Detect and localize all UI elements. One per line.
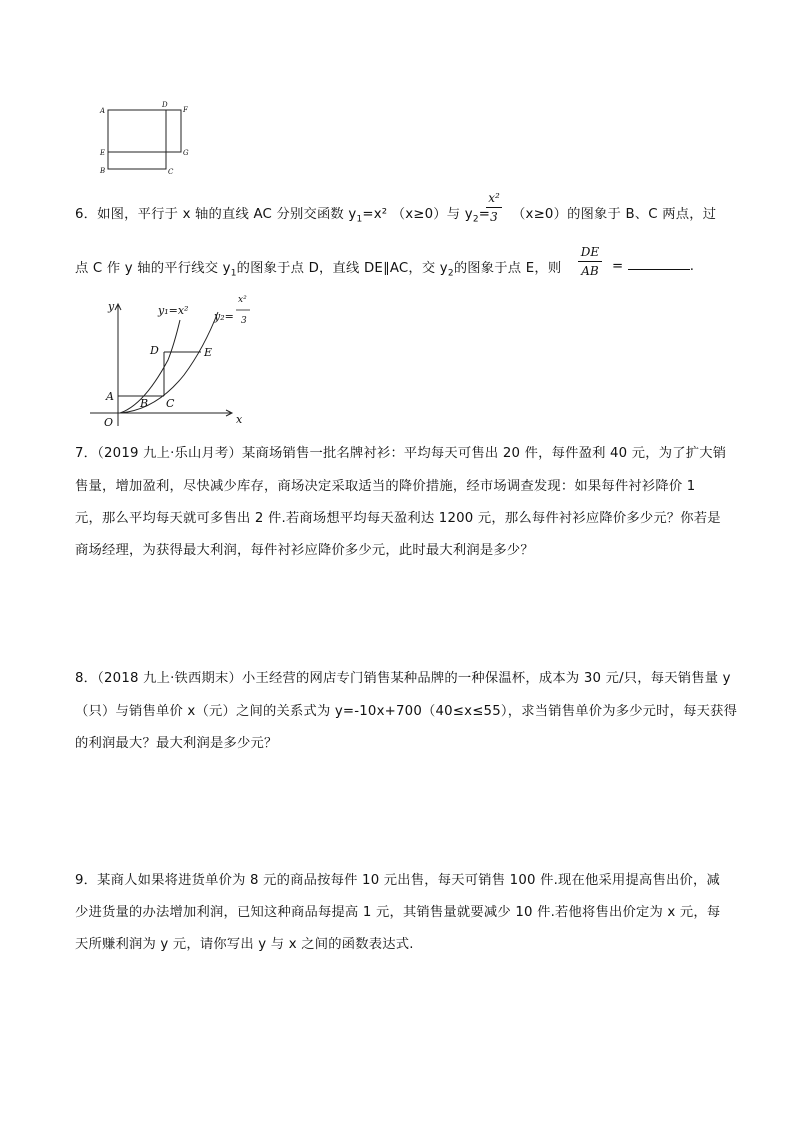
q9-line-1: 9．某商人如果将进货单价为 8 元的商品按每件 10 元出售，每天可销售 100 件.现在他采用提高售出价，减 xyxy=(75,873,720,888)
point-label-b: B xyxy=(140,397,149,410)
point-label-f: F xyxy=(183,106,188,114)
y-axis-label: y xyxy=(108,300,115,313)
q8-line-1: 8．（2018 九上·铁西期末）小王经营的网店专门销售某种品牌的一种保温杯，成本为 30 元/只，每天销售量 y xyxy=(75,671,731,686)
q8-line-3: 的利润最大？最大利润是多少元？ xyxy=(75,736,278,751)
point-label-a: A xyxy=(100,107,106,115)
rect-abcd xyxy=(108,110,166,169)
curve-y2-frac-num: x² xyxy=(238,295,247,305)
q8-line-2: （只）与销售单价 x（元）之间的关系式为 y=-10x+700（40≤x≤55），求当销售单价为多少元时，每天获得 xyxy=(75,704,738,719)
point-label-b: B xyxy=(100,167,106,175)
point-label-e: E xyxy=(204,346,213,359)
curve-y2-frac-den: 3 xyxy=(241,316,247,326)
q6-fraction-x2-over-3: x² 3 xyxy=(486,191,502,224)
parabola-graph-figure xyxy=(86,290,256,430)
curve-y2-label: y₂= xyxy=(214,310,234,323)
q7-line-1: 7．（2019 九上·乐山月考）某商场销售一批名牌衬衫：平均每天可售出 20 件，每件盈利 40 元，为了扩大销 xyxy=(75,446,727,461)
q6-answer: = . xyxy=(612,259,695,274)
q7-line-3: 元，那么平均每天就可多售出 2 件.若商场想平均每天盈利达 1200 元，那么每件衬衫应降价多少元？你若是 xyxy=(75,511,721,526)
q6-line-1-tail: （x≥0）的图象于 B、C 两点，过 xyxy=(512,207,717,222)
point-label-d: D xyxy=(162,101,168,109)
rect-dfge xyxy=(166,110,181,152)
point-label-g: G xyxy=(183,149,189,157)
q9-line-2: 少进货量的办法增加利润，已知这种商品每提高 1 元，其销售量就要减少 10 件.若他将售出价定为 x 元，每 xyxy=(75,905,721,920)
q6-fraction-de-over-ab: DE AB xyxy=(578,245,602,278)
point-label-c: C xyxy=(168,168,174,176)
point-label-a: A xyxy=(106,390,114,403)
q7-line-2: 售量，增加盈利，尽快减少库存，商场决定采取适当的降价措施，经市场调查发现：如果每件衬衫降价 1 xyxy=(75,479,696,494)
point-label-d: D xyxy=(150,344,159,357)
q7-line-4: 商场经理，为获得最大利润，每件衬衫应降价多少元，此时最大利润是多少？ xyxy=(75,543,534,558)
origin-label: O xyxy=(104,416,114,429)
rectangle-figure xyxy=(90,98,200,180)
point-label-c: C xyxy=(166,397,175,410)
q6-line-2: 点 C 作 y 轴的平行线交 $y_1$的图象于点 D，直线 DE∥AC，交 $y_2$的图象于点 E，则 xyxy=(75,261,562,279)
point-label-e: E xyxy=(100,149,106,157)
answer-blank[interactable] xyxy=(628,257,690,270)
curve-y1-label: y₁=x² xyxy=(158,304,189,317)
x-axis-label: x xyxy=(236,413,243,426)
q6-line-1: 6．如图，平行于 x 轴的直线 AC 分别交函数 $y_1=x^2$ （x≥0）与 $y_2=$ xyxy=(75,207,491,225)
q9-line-3: 天所赚利润为 y 元，请你写出 y 与 x 之间的函数表达式. xyxy=(75,937,414,952)
